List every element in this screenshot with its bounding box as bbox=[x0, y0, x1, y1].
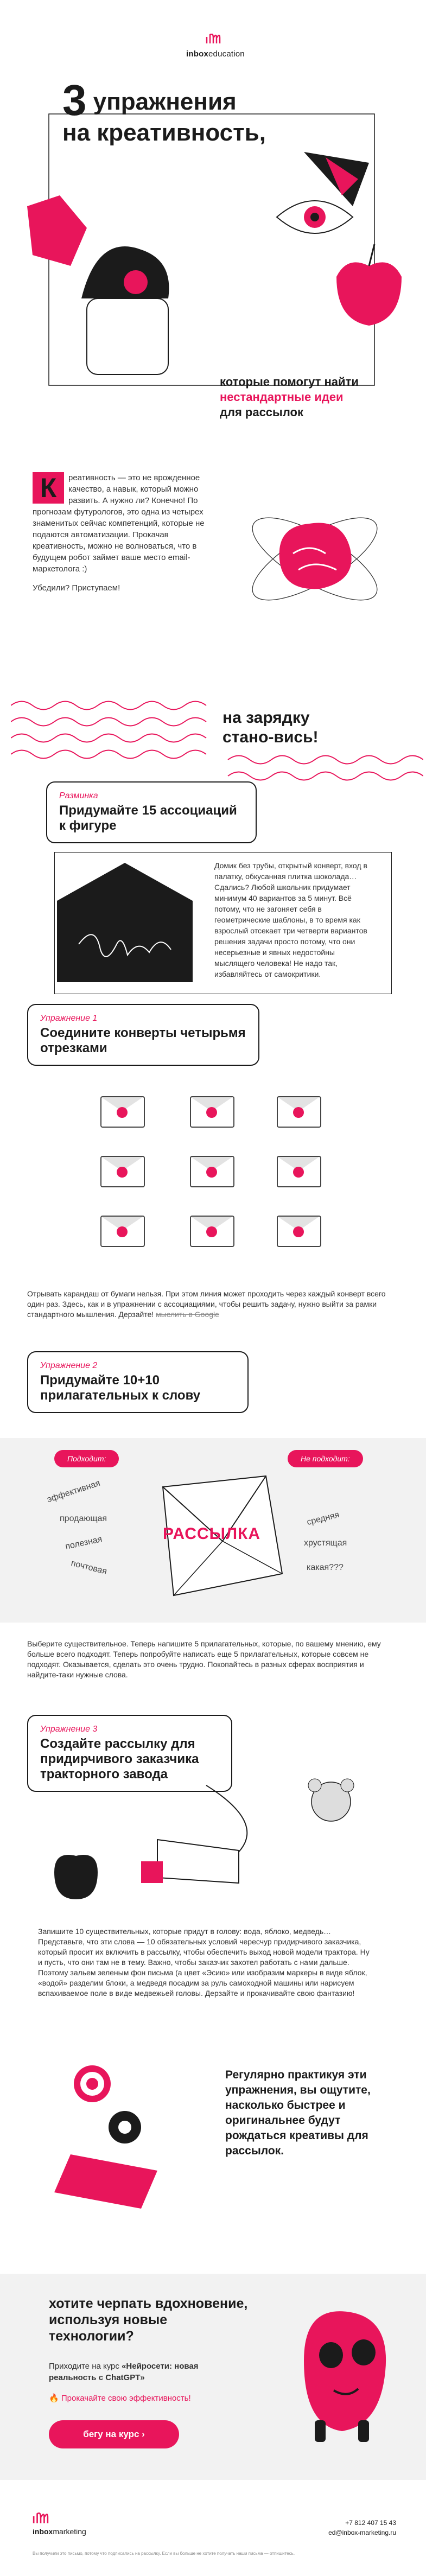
hero-title-line1: упражнения bbox=[93, 88, 237, 115]
hero-illustration bbox=[0, 71, 426, 396]
envelope-icon bbox=[100, 1096, 145, 1128]
fire-icon: 🔥 bbox=[49, 2394, 59, 2403]
promo-tagline-text: Прокачайте свою эффективность! bbox=[61, 2394, 191, 2403]
unfit-word: средняя bbox=[306, 1510, 340, 1528]
intro-drop-letter: К bbox=[33, 472, 64, 504]
summary-text: Регулярно практикуя эти упражнения, вы ощутите, насколько быстрее и оригинальнее будут рождаться креативы для рассылок. bbox=[225, 2069, 371, 2157]
footer-email[interactable]: ed@inbox-marketing.ru bbox=[328, 2529, 396, 2536]
warmup-header bbox=[46, 781, 257, 843]
intro-block bbox=[33, 472, 217, 594]
hero-subtitle-line3: для рассылок bbox=[220, 405, 303, 419]
logo-icon bbox=[206, 34, 221, 44]
promo-course-prefix: Приходите на курс bbox=[49, 2362, 119, 2371]
envelope-icon bbox=[277, 1096, 321, 1128]
fit-word: полезная bbox=[64, 1535, 103, 1551]
ex1-header bbox=[27, 1004, 259, 1066]
eye-icon bbox=[277, 201, 353, 233]
warmup-banner-line2: стано-вись! bbox=[222, 728, 319, 746]
center-word: РАССЫЛКА bbox=[163, 1525, 261, 1543]
logo-brand-rest: education bbox=[208, 49, 245, 59]
logo[interactable] bbox=[186, 34, 245, 59]
ex1-text-body: Отрывать карандаш от бумаги нельзя. При этом линия может проходить через каждый конверт всего один раз. Здесь, как и в упражнении с ассоциациями, чтобы решить задачу, нужно выйти за рамки стандартного мышления. Дерзайте! bbox=[27, 1289, 386, 1319]
footer-phone[interactable]: +7 812 407 15 43 bbox=[345, 2519, 396, 2527]
apple-icon bbox=[54, 1855, 98, 1899]
ex1-label: Упражнение 1 bbox=[40, 1014, 98, 1023]
flower-icon bbox=[109, 2111, 141, 2144]
ex2-title: Придумайте 10+10 прилагательных к слову bbox=[40, 1373, 201, 1403]
hero-subtitle bbox=[220, 374, 359, 420]
envelope-grid bbox=[0, 1080, 426, 1270]
warmup-banner-line1: на зарядку bbox=[222, 709, 310, 727]
promo-tagline bbox=[49, 2393, 191, 2403]
hero-subtitle-line1: которые помогут найти bbox=[220, 375, 359, 389]
tag-unfit: Не подходит: bbox=[288, 1450, 363, 1467]
target-icon bbox=[74, 2065, 111, 2102]
ex1-title: Соедините конверты четырьмя отрезками bbox=[40, 1026, 246, 1055]
hero-title-line2: на креативность, bbox=[62, 119, 266, 146]
footer-brand-bold: inbox bbox=[33, 2527, 53, 2536]
intro-cta: Убедили? Приступаем! bbox=[33, 583, 120, 593]
intro-paragraph: реативность — это не врожденное качество, а навык, который можно развить. А нужно ли? Конечно! По прогнозам футурологов, это одна из четырех знаменитых сейчас компетенций, которые не подаются автоматизации. Прокачав креативность, можно не волноваться, что в будущем робот займет ваше место email-маркетолога :) bbox=[33, 473, 205, 574]
brain-icon bbox=[233, 478, 396, 640]
fit-word: эффективная bbox=[46, 1478, 101, 1505]
envelope-accent bbox=[54, 2154, 157, 2209]
head-icon bbox=[81, 246, 169, 374]
footer-brand-rest: marketing bbox=[53, 2527, 86, 2536]
promo-title: хотите черпать вдохновение, используя новые технологии? bbox=[49, 2296, 248, 2344]
ex1-strike: мыслить в Google bbox=[156, 1310, 219, 1319]
hero-subtitle-highlight: нестандартные идеи bbox=[220, 390, 344, 404]
promo-course bbox=[49, 2361, 244, 2383]
promo-course-name: «Нейросети: новая реальность с ChatGPT» bbox=[49, 2362, 199, 2382]
wave-decoration bbox=[11, 689, 423, 787]
ex2-text: Выберите существительное. Теперь напишите 5 прилагательных, которые, по вашему мнению, ему больше всего подходят. Теперь попробуйте написать еще 5 прилагательных, которые совсем не подходят. Оказывается, сделать это очень трудно. Покопайтесь в разных сферах восприятия и найдите-таки нужные слова. bbox=[27, 1639, 381, 1679]
hero-number: 3 bbox=[62, 76, 87, 124]
footer-logo-icon bbox=[33, 2513, 49, 2524]
warmup-banner bbox=[222, 708, 319, 747]
unfit-word: какая??? bbox=[307, 1563, 344, 1572]
ex3-text: Запишите 10 существительных, которые придут в голову: вода, яблоко, медведь… Представьте, что эти слова — 10 обязательных условий чересчур придирчивого заказчика, который просит их включить в рассылку, чтобы обеспечить выход новой модели трактора. Ну и пусть, что они там не в тему. Важно, чтобы заказчик захотел работать с нами дальше. Поэтому зальем зеленым фон письма (а цвет «Эсию» или изобразим маркеры в виде яблок, «водой» разделим блоки, а медведя посадим за руль самоходной машины или нарисуем вспахиваемое поле в виде медвежьей головы. Дерзайте и прокачивайте свою фантазию! bbox=[38, 1927, 370, 1998]
fit-word: почтовая bbox=[70, 1559, 108, 1576]
envelope-icon bbox=[277, 1156, 321, 1187]
fit-word: продающая bbox=[60, 1514, 107, 1523]
tag-fit: Подходит: bbox=[54, 1450, 119, 1467]
mascot-icon bbox=[282, 2295, 402, 2458]
envelope-icon bbox=[100, 1156, 145, 1187]
warmup-label: Разминка bbox=[59, 791, 98, 800]
envelope-icon bbox=[190, 1096, 234, 1128]
course-button[interactable]: бегу на курс › bbox=[49, 2420, 179, 2448]
bear-icon bbox=[308, 1779, 354, 1821]
unfit-word: хрустящая bbox=[304, 1538, 347, 1548]
apple-icon bbox=[336, 244, 402, 326]
ex3-illustration bbox=[33, 1774, 402, 1926]
star-shape bbox=[27, 195, 87, 266]
envelope-icon bbox=[100, 1216, 145, 1247]
ex2-label: Упражнение 2 bbox=[40, 1361, 98, 1370]
warmup-text: Домик без трубы, открытый конверт, вход в палатку, обкусанная плитка шоколада… Сдались? Любой школьник придумает минимум 40 вариантов за 5 минут. Всё потому, что не загоняет себя в геометрические шаблоны, в то время как взрослый отсекает три четверти вариантов решения задачи просто потому, что они несерьезные и явных недостойны мыслящего человека! Не надо так, избавляйтесь от самокритики. bbox=[214, 861, 367, 978]
summary-illustration bbox=[49, 2057, 195, 2214]
logo-brand-bold: inbox bbox=[186, 49, 208, 59]
warmup-title: Придумайте 15 ассоциаций к фигуре bbox=[59, 803, 237, 833]
ex3-label: Упражнение 3 bbox=[40, 1725, 98, 1734]
ex3-title: Создайте рассылку для придирчивого заказчика тракторного завода bbox=[40, 1737, 199, 1782]
envelope-icon bbox=[190, 1216, 234, 1247]
footer-logo[interactable] bbox=[33, 2513, 86, 2536]
house-shape-icon bbox=[57, 863, 193, 982]
footer-legal: Вы получили это письмо, потому что подписались на рассылку. Если вы больше не хотите получать наши письма — отпишитесь. bbox=[33, 2551, 295, 2556]
envelope-icon bbox=[190, 1156, 234, 1187]
footer-contacts bbox=[309, 2518, 396, 2537]
ex2-header bbox=[27, 1351, 249, 1413]
envelope-icon bbox=[277, 1216, 321, 1247]
ex1-text bbox=[27, 1289, 396, 1320]
